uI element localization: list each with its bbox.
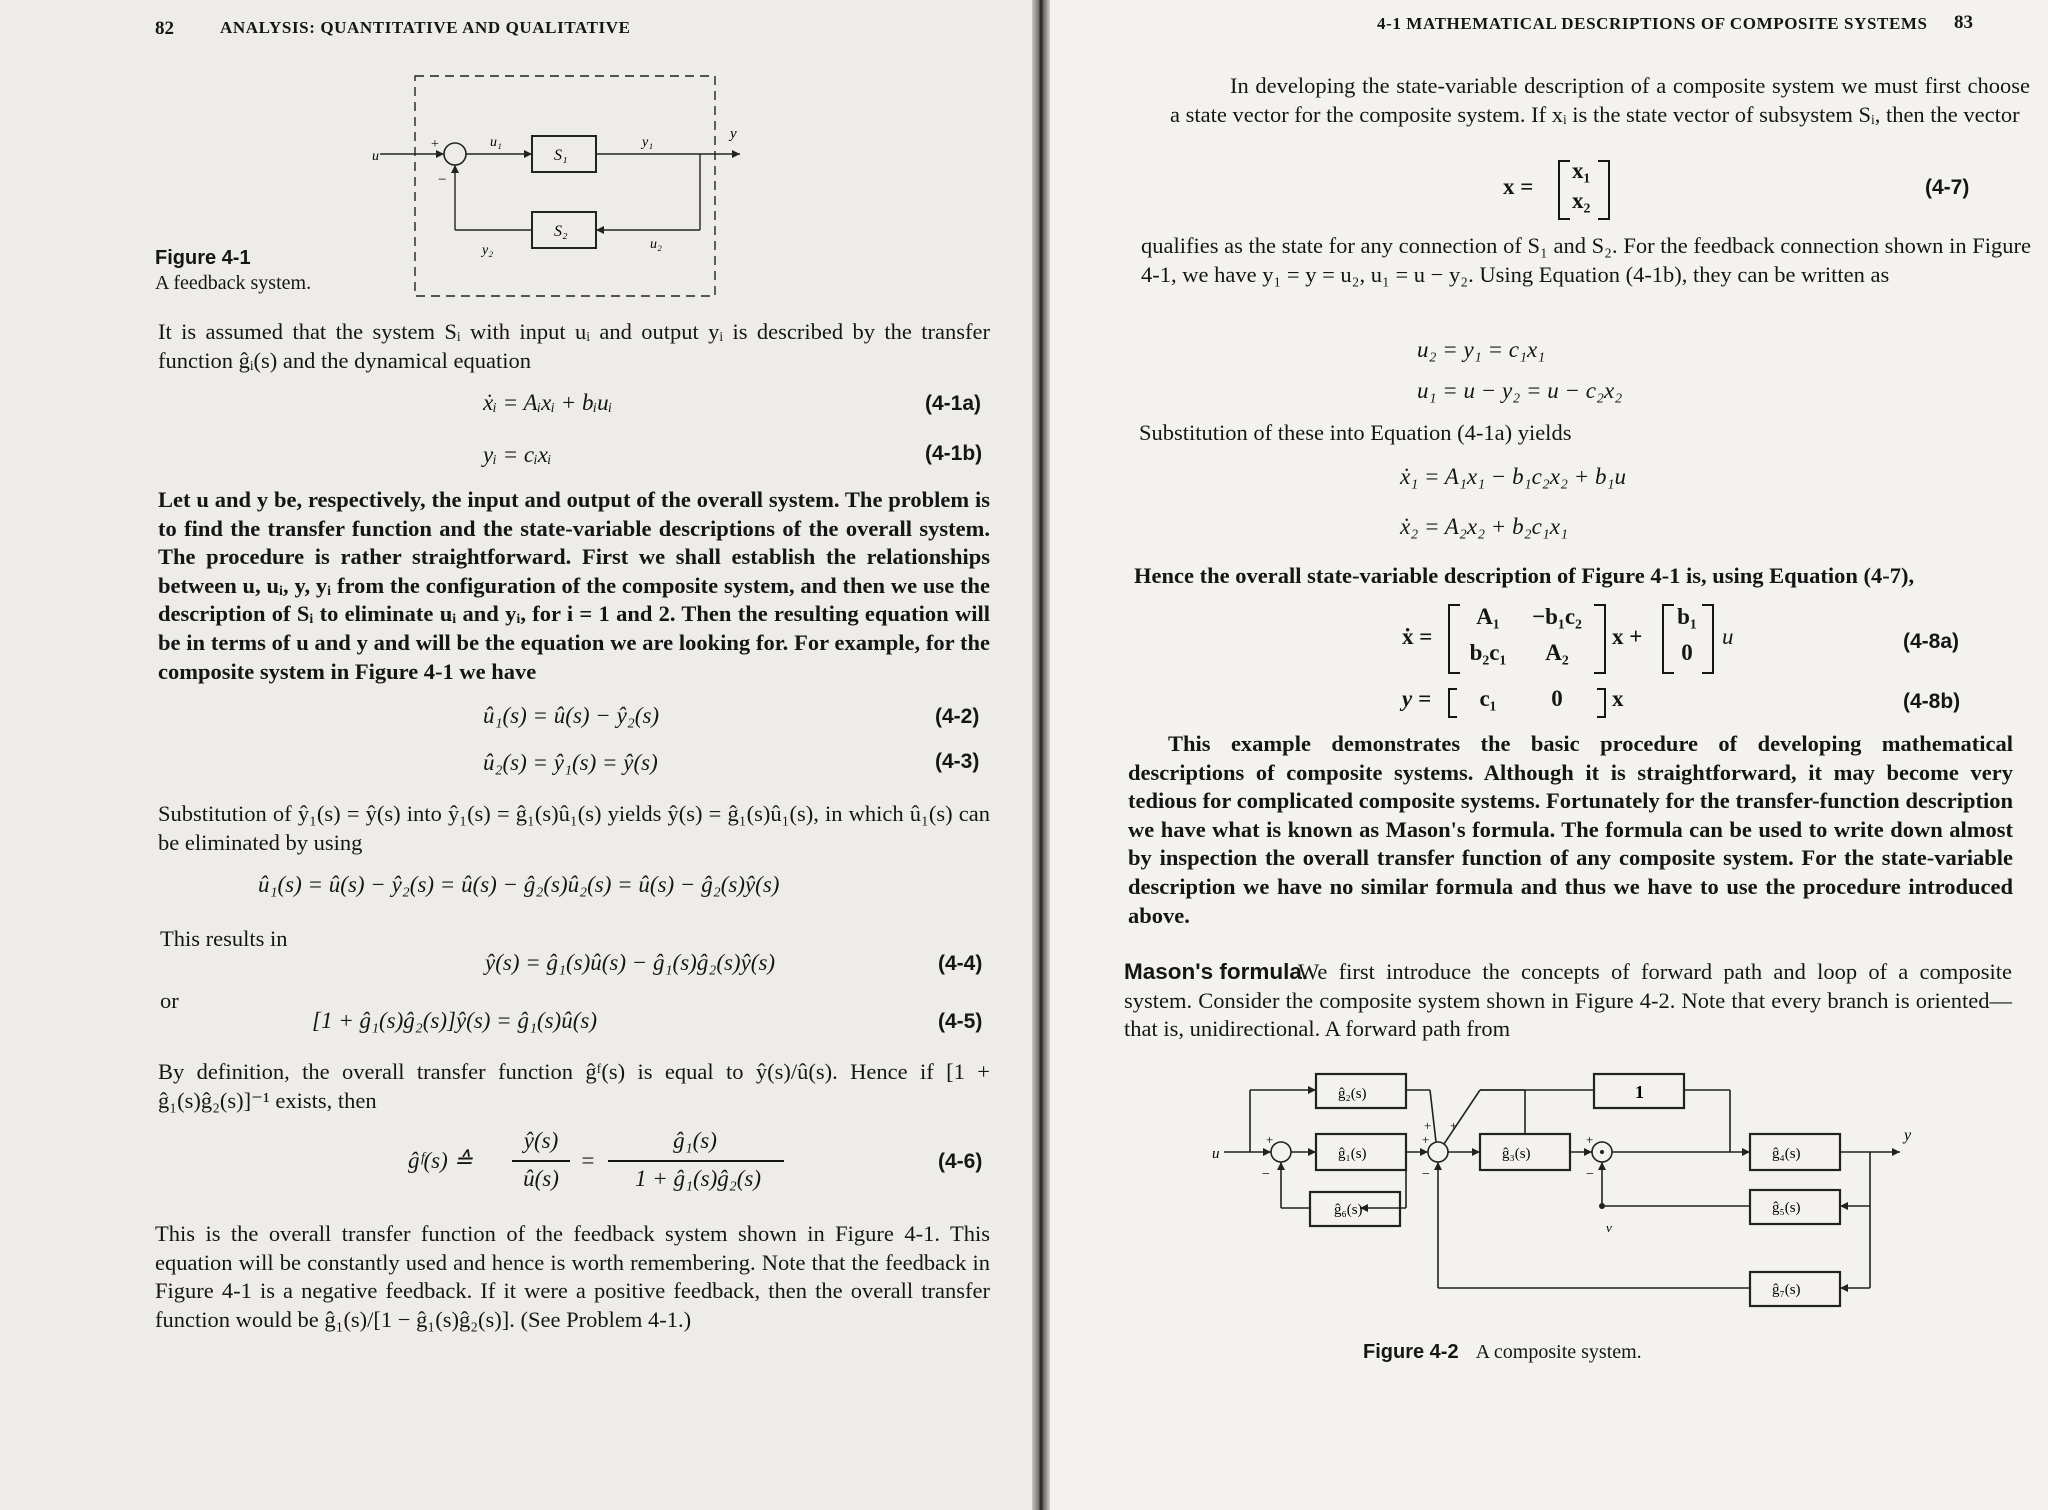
eq-4-8a-number: (4-8a)	[1903, 630, 1960, 653]
right-page	[1050, 0, 2048, 1510]
label-g4: ĝ₄(s)	[1772, 1146, 1801, 1162]
left-page-number: 82	[155, 18, 174, 39]
label-g3: ĝ₃(s)	[1502, 1146, 1531, 1162]
eq-4-8a-vector-bracket-right	[1702, 604, 1714, 674]
right-paragraph-4: Hence the overall state-variable description of Figure 4-1 is, using Equation (4-7),	[1134, 563, 1915, 588]
label-fig2-minus-1: −	[1262, 1167, 1270, 1182]
eq-4-8a-m22: A₂	[1545, 640, 1569, 665]
eq-intermediate: û₁(s) = û(s) − ŷ₂(s) = û(s) − ĝ₂(s)û₂(s) = û(s) − ĝ₂(s)ŷ(s)	[258, 872, 780, 897]
summing-junction	[444, 143, 466, 165]
left-paragraph-5: This is the overall transfer function of the feedback system shown in Figure 4-1. This equation will be constantly used and hence is worth remembering. Note that the feedback in Figure 4-1 is a negative feedback. If it were a positive feedback, then the overall transfer function would be ĝ₁(s)/[1 − ĝ₁(s)ĝ₂(s)]. (See Problem 4-1.)	[155, 1221, 990, 1332]
eq-4-8a-m12: −b₁c₂	[1532, 604, 1582, 629]
eq-4-8b-tail: x	[1612, 686, 1624, 711]
figure-4-2-label: Figure 4-2	[1363, 1341, 1459, 1363]
eq-4-7-bottom: x₂	[1572, 188, 1591, 213]
eq-4-6-lhs: ĝᶠ(s) ≙	[408, 1148, 473, 1173]
label-fig2-minus-3: −	[1586, 1167, 1594, 1182]
eq-4-6-frac2-num: ĝ₁(s)	[673, 1128, 717, 1153]
label-g6: ĝ₆(s)	[1334, 1202, 1363, 1218]
label-minus: −	[438, 172, 447, 188]
label-fig2-plus-4: +	[1450, 1118, 1458, 1133]
label-fig2-plus-2: +	[1422, 1132, 1430, 1147]
figure-4-1-boundary	[415, 76, 715, 296]
right-paragraph-2: qualifies as the state for any connection of S₁ and S₂. For the feedback connection shown in Figure 4-1, we have y₁ = y = u₂, u₁ = u − y₂. Using Equation (4-1b), they can be written as	[1141, 233, 2031, 287]
right-paragraph-6: We first introduce the concepts of forward path and loop of a composite system. Consider the composite system shown in Figure 4-2. Note that every branch is oriented—that is, unidirectional. A forward path from	[1124, 959, 2012, 1042]
eq-4-8b-c1: c₁	[1479, 686, 1497, 711]
eq-4-2: û₁(s) = û(s) − ŷ₂(s)	[483, 703, 660, 728]
right-running-head: 4-1 MATHEMATICAL DESCRIPTIONS OF COMPOSITE SYSTEMS	[1377, 14, 1928, 33]
eq-4-8a-v2: 0	[1681, 640, 1693, 665]
eq-4-1b: yᵢ = cᵢxᵢ	[483, 442, 552, 467]
eq-4-3: û₂(s) = ŷ₁(s) = ŷ(s)	[483, 750, 658, 775]
label-u1: u₁	[490, 135, 502, 150]
eq-4-6-frac1-den: û(s)	[523, 1166, 559, 1191]
left-paragraph-3: Substitution of ŷ₁(s) = ŷ(s) into ŷ₁(s) = ĝ₁(s)û₁(s) yields ŷ(s) = ĝ₁(s)û₁(s), in which û₁(s) can be eliminated by using	[158, 801, 990, 855]
right-paragraph-5: This example demonstrates the basic procedure of developing mathematical descriptions of composite systems. Although it is straightforward, it may become very tedious for complicated composite systems. Fortunately for the transfer-function description we have what is known as Mason's formula. The formula can be used to write down almost by inspection the overall transfer function of any composite system. For the state-variable description we have no similar formula and thus we have to use the procedure introduced above.	[1128, 731, 2013, 928]
eq-4-1a-number: (4-1a)	[925, 392, 982, 415]
eq-u1: u₁ = u − y₂ = u − c₂x₂	[1417, 378, 1623, 403]
eq-4-1b-number: (4-1b)	[925, 442, 983, 465]
eq-4-5: [1 + ĝ₁(s)ĝ₂(s)]ŷ(s) = ĝ₁(s)û(s)	[312, 1008, 597, 1033]
eq-4-8a-mid: x +	[1612, 624, 1643, 649]
eq-4-8a-m11: A₁	[1476, 604, 1500, 629]
eq-4-7-bracket-left	[1558, 160, 1570, 220]
eq-4-6-frac2-bar	[608, 1160, 784, 1162]
right-paragraph-1: In developing the state-variable description of a composite system we must first choose a state vector for the composite system. If xᵢ is the state vector of subsystem Sᵢ, then the vector	[1170, 73, 2030, 127]
label-fig2-v: v	[1606, 1220, 1612, 1235]
label-y2: y₂	[482, 243, 494, 258]
figure-4-1-label: Figure 4-1	[155, 247, 251, 269]
figure-4-2-diagram	[1210, 1068, 1970, 1338]
label-g1: ĝ₁(s)	[1338, 1146, 1367, 1162]
eq-4-6-frac1-bar	[512, 1160, 570, 1162]
label-fig2-u: u	[1212, 1146, 1220, 1162]
eq-4-8a-lhs: ẋ =	[1402, 624, 1433, 649]
eq-4-1a: ẋᵢ = Aᵢxᵢ + bᵢuᵢ	[483, 390, 613, 415]
eq-4-6-number: (4-6)	[938, 1150, 983, 1173]
label-fig2-plus-1: +	[1266, 1132, 1274, 1147]
left-paragraph-2: Let u and y be, respectively, the input and output of the overall system. The problem is to find the transfer function and the state-variable descriptions of the overall system. The procedure is rather straightforward. First we shall establish the relationships between u, uᵢ, y, yᵢ from the configuration of the composite system, and then we use the description of Sᵢ to eliminate uᵢ and yᵢ, for i = 1 and 2. Then the resulting equation will be in terms of u and y and will be the equation we are looking for. For example, for the composite system in Figure 4-1 we have	[158, 487, 990, 684]
figure-4-2-caption	[1363, 1340, 1642, 1365]
eq-4-8a-matrix-bracket-right	[1594, 604, 1606, 674]
eq-4-8b-number: (4-8b)	[1903, 690, 1961, 713]
junction-2	[1428, 1142, 1448, 1162]
right-page-number: 83	[1954, 12, 1973, 33]
eq-4-8b-lhs: y =	[1402, 686, 1432, 711]
figure-4-1-text: A feedback system.	[155, 272, 312, 294]
eq-4-8a-tail: u	[1722, 624, 1734, 649]
left-paragraph-4: By definition, the overall transfer function ĝᶠ(s) is equal to ŷ(s)/û(s). Hence if [1 + ĝ₁(s)ĝ₂(s)]⁻¹ exists, then	[158, 1059, 990, 1113]
eq-4-8b-bracket-right	[1597, 688, 1606, 718]
eq-4-4: ŷ(s) = ĝ₁(s)û(s) − ĝ₁(s)ĝ₂(s)ŷ(s)	[485, 950, 776, 975]
eq-4-7-top: x₁	[1572, 158, 1591, 183]
eq-4-8a-m21: b₂c₁	[1469, 640, 1507, 665]
label-fig2-plus-3: +	[1424, 1118, 1432, 1133]
text-this-results-in: This results in	[160, 926, 288, 951]
figure-4-1-diagram	[370, 72, 750, 302]
label-g5: ĝ₅(s)	[1772, 1200, 1801, 1216]
eq-4-4-number: (4-4)	[938, 952, 983, 975]
eq-4-3-number: (4-3)	[935, 750, 980, 773]
right-paragraph-3: Substitution of these into Equation (4-1a) yields	[1139, 420, 1572, 445]
mason-formula-heading: Mason's formula.	[1124, 959, 1309, 984]
text-or: or	[160, 988, 179, 1013]
label-fig2-y: y	[1904, 1127, 1912, 1144]
label-u2: u₂	[650, 237, 662, 252]
eq-4-7-bracket-right	[1598, 160, 1610, 220]
eq-4-8b-bracket-left	[1448, 688, 1457, 718]
junction-1	[1271, 1142, 1291, 1162]
label-g7: ĝ₇(s)	[1772, 1282, 1801, 1298]
left-paragraph-1: It is assumed that the system Sᵢ with input uᵢ and output yᵢ is described by the transfer function ĝᵢ(s) and the dynamical equation	[158, 319, 990, 373]
eq-4-7-lhs: x =	[1503, 174, 1534, 199]
label-s1: S₁	[554, 147, 568, 164]
eq-4-7-number: (4-7)	[1925, 176, 1970, 199]
label-one: 1	[1635, 1082, 1644, 1102]
eq-4-6-frac2-den: 1 + ĝ₁(s)ĝ₂(s)	[634, 1166, 762, 1191]
eq-4-8a-matrix-bracket-left	[1448, 604, 1460, 674]
label-plus: +	[431, 137, 439, 152]
eq-4-2-number: (4-2)	[935, 705, 980, 728]
eq-x1-dot: ẋ₁ = A₁x₁ − b₁c₂x₂ + b₁u	[1400, 464, 1627, 489]
eq-u2: u₂ = y₁ = c₁x₁	[1417, 337, 1546, 362]
label-u: u	[372, 149, 379, 164]
label-s2: S₂	[554, 223, 568, 240]
label-fig2-minus-2: −	[1422, 1167, 1430, 1182]
book-spine	[1032, 0, 1050, 1510]
eq-x2-dot: ẋ₂ = A₂x₂ + b₂c₁x₁	[1400, 514, 1568, 539]
figure-4-2-text: A composite system.	[1475, 1341, 1642, 1363]
eq-4-6-frac1-num: ŷ(s)	[523, 1128, 559, 1153]
left-running-head: ANALYSIS: QUANTITATIVE AND QUALITATIVE	[220, 18, 631, 37]
label-g2: ĝ₂(s)	[1338, 1086, 1367, 1102]
figure-4-1-caption	[155, 246, 311, 296]
eq-4-8a-v1: b₁	[1677, 604, 1697, 629]
label-y1: y₁	[642, 135, 654, 150]
eq-4-6-equals: =	[580, 1148, 596, 1173]
eq-4-5-number: (4-5)	[938, 1010, 983, 1033]
eq-4-8b-c2: 0	[1551, 686, 1563, 711]
label-fig2-plus-5: +	[1586, 1132, 1594, 1147]
label-y: y	[730, 126, 737, 142]
